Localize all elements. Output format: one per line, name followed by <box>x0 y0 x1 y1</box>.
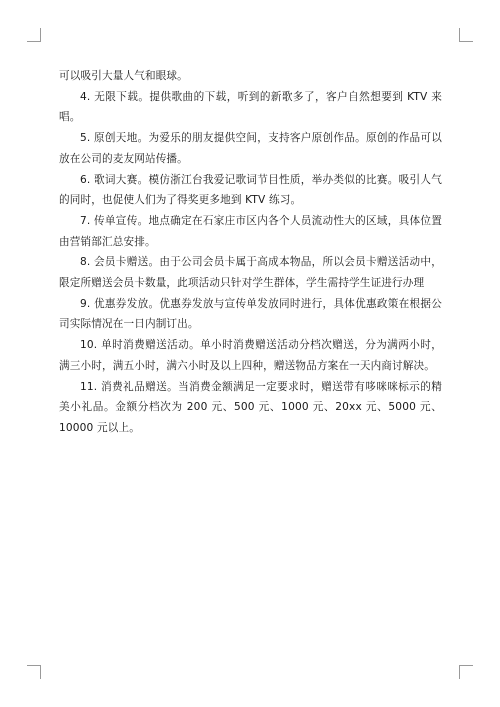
paragraph-item-11: 11. 消费礼品赠送。当消费金额满足一定要求时，赠送带有哆咪咪标示的精美小礼品。金额分档次为 200 元、500 元、1000 元、20xx 元、5000 元、10000 元以上。 <box>59 380 442 434</box>
paragraph-item-6: 6. 歌词大赛。模仿浙江台我爱记歌词节目性质，举办类似的比赛。吸引人气的同时，也促使人们为了得奖更多地到 KTV 练习。 <box>59 173 442 207</box>
paragraph-item-7: 7. 传单宣传。地点确定在石家庄市区内各个人员流动性大的区域，具体位置由营销部汇总安排。 <box>59 214 442 248</box>
paragraph-item-5: 5. 原创天地。为爱乐的朋友提供空间，支持客户原创作品。原创的作品可以放在公司的麦友网站传播。 <box>59 132 442 165</box>
crop-mark-bottom-right <box>459 665 473 679</box>
crop-mark-top-left <box>27 28 41 42</box>
crop-mark-bottom-left <box>27 665 41 679</box>
document-body <box>59 66 442 439</box>
crop-mark-top-right <box>459 28 473 42</box>
paragraph-item-8: 8. 会员卡赠送。由于公司会员卡属于高成本物品，所以会员卡赠送活动中，限定所赠送会员卡数量，此项活动只针对学生群体，学生需持学生证进行办理 <box>59 256 442 290</box>
paragraph-continuation: 可以吸引大量人气和眼球。 <box>59 70 188 82</box>
paragraph-item-4: 4. 无限下载。提供歌曲的下载，听到的新歌多了，客户自然想要到 KTV 来唱。 <box>59 90 442 124</box>
paragraph-item-9: 9. 优惠券发放。优惠券发放与宣传单发放同时进行，具体优惠政策在根据公司实际情况在一日内制订出。 <box>59 297 442 331</box>
paragraph-item-10: 10. 单时消费赠送活动。单小时消费赠送活动分档次赠送，分为满两小时，满三小时，满五小时，满六小时及以上四种，赠送物品方案在一天内商讨解决。 <box>59 339 442 372</box>
